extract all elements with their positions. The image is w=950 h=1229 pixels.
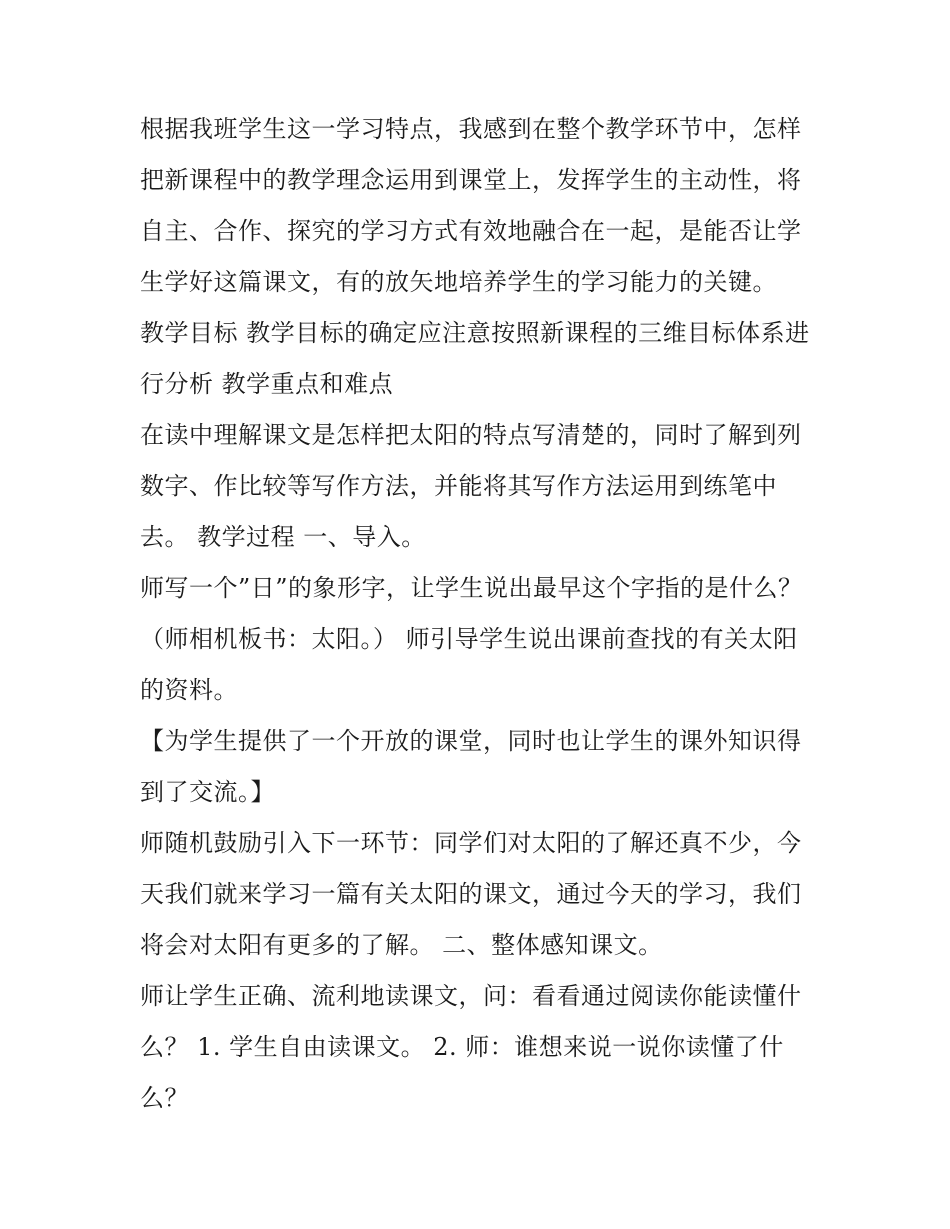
paragraph-intro: 根据我班学生这一学习特点，我感到在整个教学环节中，怎样把新课程中的教学理念运用到课堂上，发挥学生的主动性，将自主、合作、探究的学习方式有效地融合在一起，是能否让学生学好这篇课文，有的放矢地培养学生的学习能力的关键。 [140,115,802,296]
paragraph-reading: 师让学生正确、流利地读课文，问：看看通过阅读你能读懂什么？ 1. 学生自由读课文。 2. 师：谁想来说一说你读懂了什么？ [140,982,802,1112]
paragraph-introduction-step: 师写一个”日”的象形字，让学生说出最早这个字指的是什么？（师相机板书：太阳。） 师引导学生说出课前查找的有关太阳的资料。 [140,574,803,704]
document-body [140,104,820,1124]
paragraph-key-points: 在读中理解课文是怎样把太阳的特点写清楚的，同时了解到列数字、作比较等写作方法，并能将其写作方法运用到练笔中去。 教学过程 一、导入。 [140,421,802,551]
paragraph-comment: 【为学生提供了一个开放的课堂，同时也让学生的课外知识得到了交流。】 [140,727,802,806]
paragraph-transition: 师随机鼓励引入下一环节：同学们对太阳的了解还真不少，今天我们就来学习一篇有关太阳的课文，通过今天的学习，我们将会对太阳有更多的了解。 二、整体感知课文。 [140,829,802,959]
paragraph-teaching-goals: 教学目标 教学目标的确定应注意按照新课程的三维目标体系进行分析 教学重点和难点 [140,319,810,398]
